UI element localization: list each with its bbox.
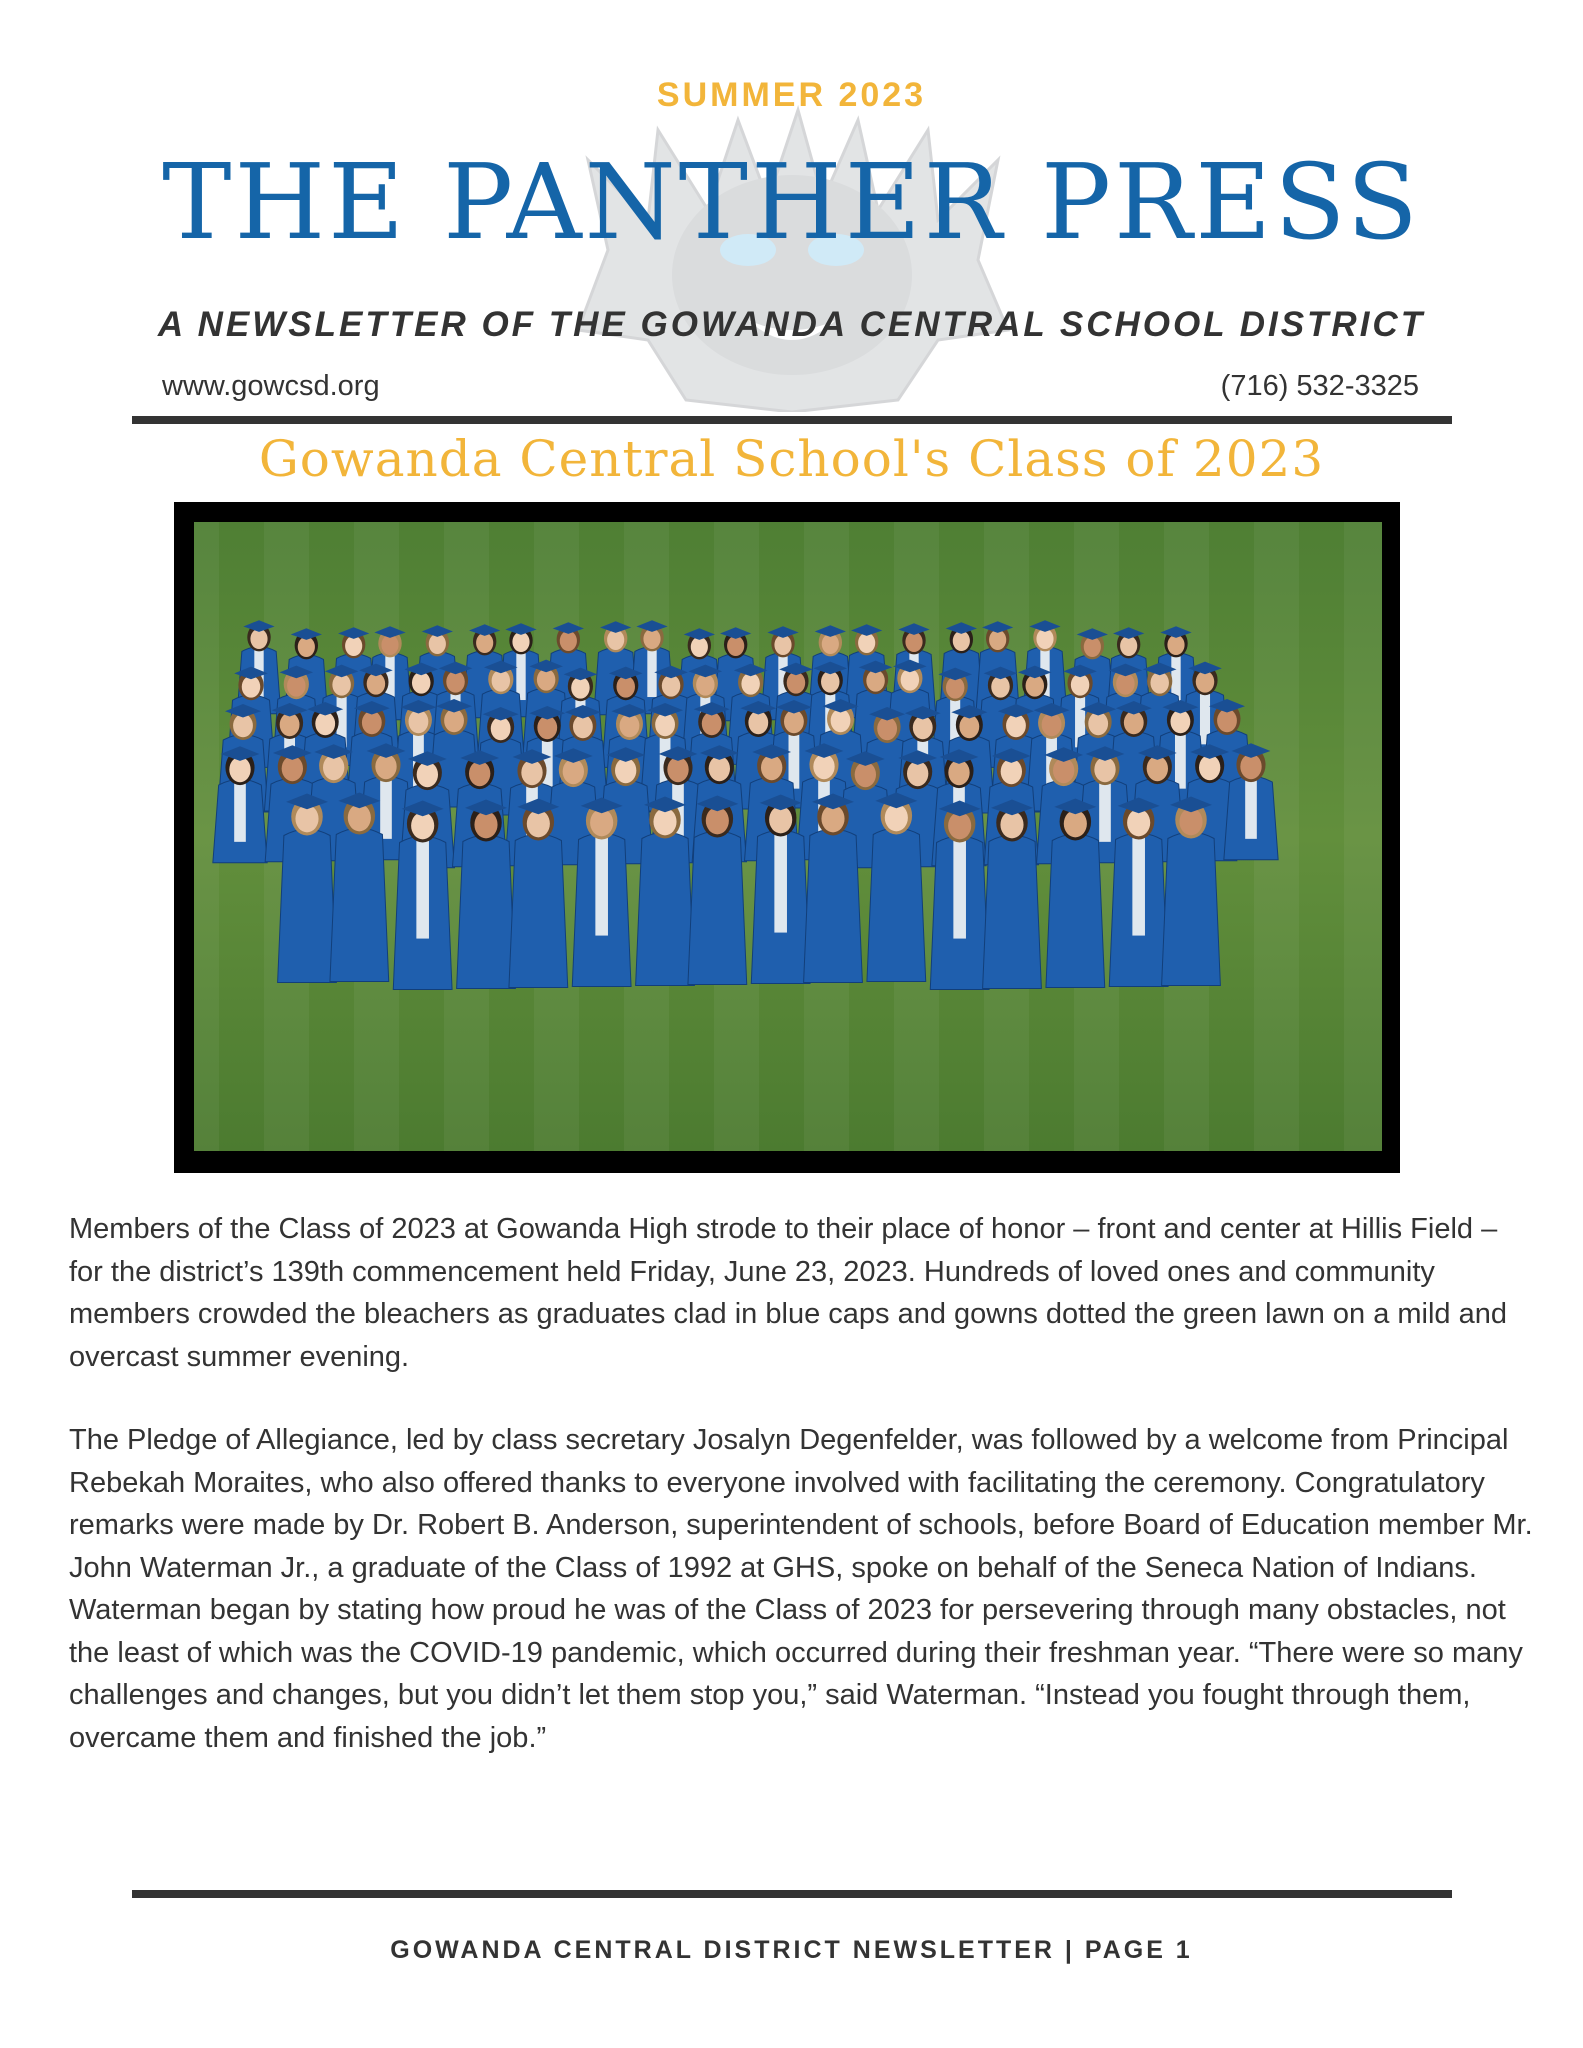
page-footer: GOWANDA CENTRAL DISTRICT NEWSLETTER | PAGE 1 bbox=[390, 1936, 1193, 1964]
newsletter-subtitle: A NEWSLETTER OF THE GOWANDA CENTRAL SCHOOL DISTRICT bbox=[157, 305, 1426, 344]
phone-number: (716) 532-3325 bbox=[1220, 370, 1419, 402]
issue-season: SUMMER 2023 bbox=[656, 76, 927, 114]
header-divider bbox=[132, 416, 1452, 424]
article-paragraph-1: Members of the Class of 2023 at Gowanda High strode to their place of honor – front and center at Hillis Field – for the district’s 139th commencement held Friday, June 23, 2023. Hundreds of loved ones and community members crowded the bleachers as graduates clad in blue caps and gowns dotted the green lawn on a mild and overcast summer evening. bbox=[69, 1213, 1507, 1373]
article-paragraph-2: The Pledge of Allegiance, led by class secretary Josalyn Degenfelder, was followed by a welcome from Principal Rebekah Moraites, who also offered thanks to everyone involved with facilitating the ceremony. Congratulatory remarks were made by Dr. Robert B. Anderson, superintendent of schools, before Board of Education member Mr. John Waterman Jr., a graduate of the Class of 1992 at GHS, spoke on behalf of the Seneca Nation of Indians. Waterman began by stating how proud he was of the Class of 2023 for persevering through many obstacles, not the least of which was the COVID-19 pandemic, which occurred during their freshman year. “There were so many challenges and changes, but you didn’t let them stop you,” said Waterman. “Instead you fought through them, overcame them and finished the job.” bbox=[69, 1424, 1533, 1754]
article-headline: Gowanda Central School's Class of 2023 bbox=[258, 430, 1325, 488]
website-link[interactable]: www.gowcsd.org bbox=[162, 370, 380, 402]
newsletter-title: THE PANTHER PRESS bbox=[162, 141, 1421, 263]
footer-divider bbox=[132, 1890, 1452, 1898]
photo-frame bbox=[174, 502, 1400, 1173]
mow-stripe bbox=[1344, 522, 1382, 1151]
class-group-photo bbox=[194, 522, 1382, 1151]
